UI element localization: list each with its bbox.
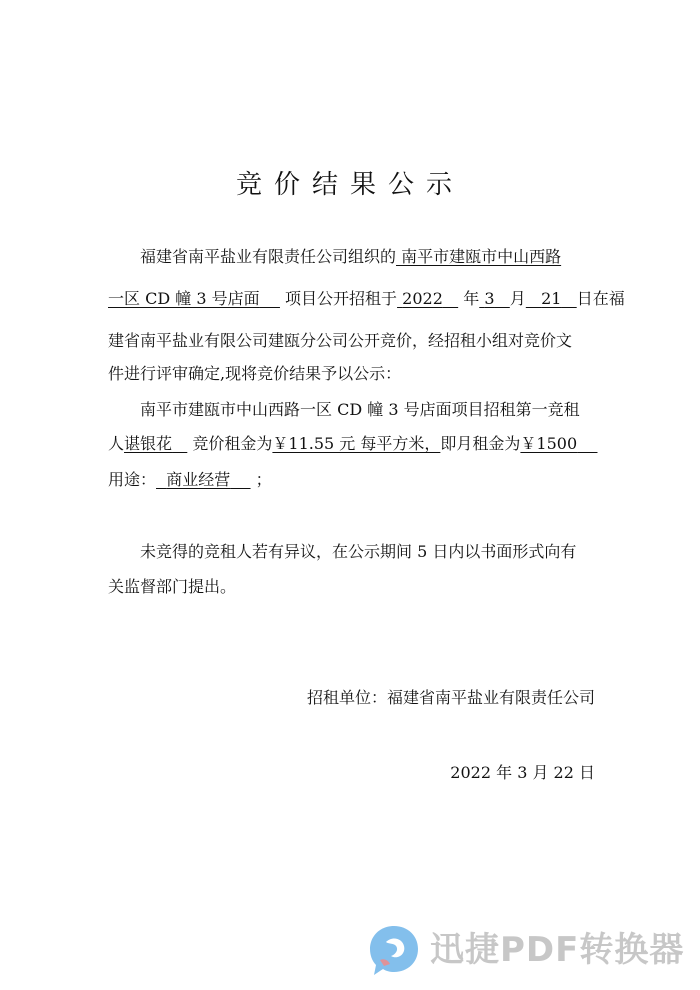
paragraph-3-line-2: 关监督部门提出。: [108, 577, 237, 596]
year-label: 年: [463, 289, 480, 308]
project-location-part-1: 南平市建瓯市中山西路: [396, 247, 562, 266]
monthly-rent-label: 即月租金为: [440, 434, 521, 453]
usage-label: 用途：: [108, 470, 157, 489]
watermark-text: 迅捷PDF转换器: [430, 930, 685, 970]
date-line: 2022 年 3 月 22 日: [450, 763, 595, 782]
organizer-text: 福建省南平盐业有限责任公司组织的: [140, 247, 397, 266]
bid-intro-text: 项目公开招租于: [285, 289, 398, 308]
monthly-rent: ￥1500: [520, 434, 578, 453]
price-label: 竞价租金为: [192, 434, 273, 453]
paragraph-1-line-4: 件进行评审确定,现将竞价结果予以公示：: [108, 364, 402, 383]
paragraph-2-line-2: [108, 427, 603, 461]
bid-day: 21: [541, 289, 562, 308]
paragraph-1-line-2: [108, 282, 625, 316]
paragraph-1-line-1: [108, 240, 635, 274]
paragraph-1-line-3: 建省南平盐业有限公司建瓯分公司公开竞价，经招租小组对竞价文: [108, 331, 573, 350]
watermark: [364, 920, 694, 980]
usage-value: 商业经营: [166, 470, 231, 489]
unit-price: ￥11.55 元 每平方米，: [272, 434, 441, 453]
winner-name: 谌银花: [124, 434, 173, 453]
signature-line: 招租单位：福建省南平盐业有限责任公司: [306, 688, 595, 707]
project-location-part-2: 一区 CD 幢 3 号店面: [108, 289, 260, 308]
month-label: 月: [509, 289, 526, 308]
document-title: 竞价结果公示: [235, 170, 464, 200]
bid-place-text: 日在福: [576, 289, 625, 308]
paragraph-2-line-1: 南平市建瓯市中山西路一区 CD 幢 3 号店面项目招租第一竞租: [140, 400, 580, 419]
usage-end: ；: [255, 470, 272, 489]
winner-prefix: 人: [108, 434, 125, 453]
bid-month: 3: [484, 289, 495, 308]
bid-year: 2022: [402, 289, 443, 308]
speech-bubble-logo-icon: [364, 920, 424, 980]
paragraph-2-line-3: [108, 463, 603, 497]
paragraph-3-line-1: 未竞得的竞租人若有异议，在公示期间 5 日内以书面形式向有: [140, 542, 577, 561]
